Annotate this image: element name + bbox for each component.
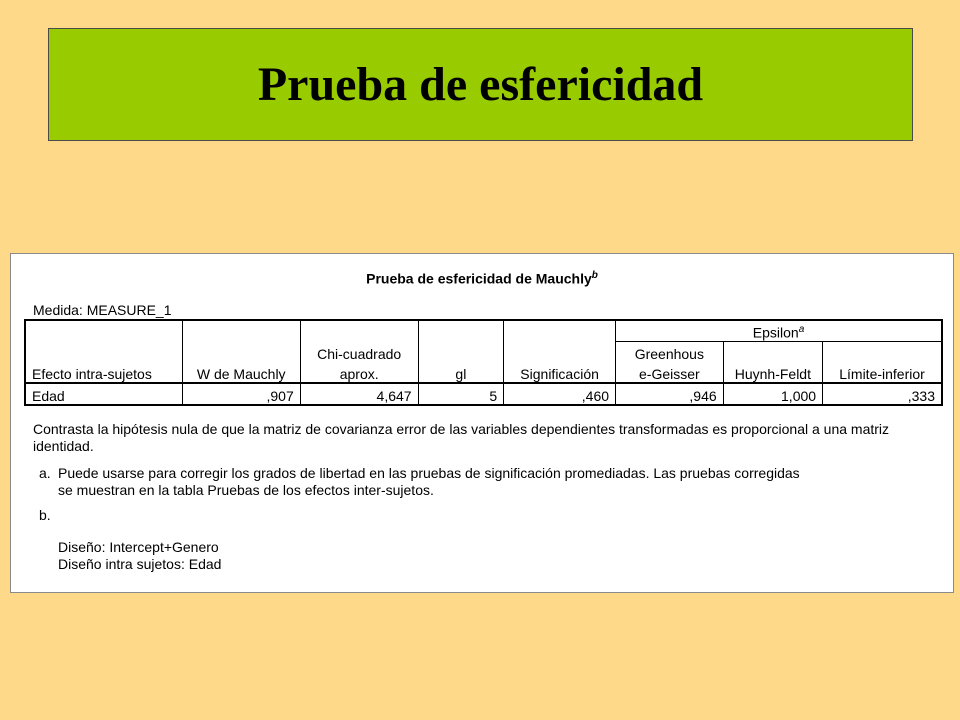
mauchly-table xyxy=(24,319,943,406)
header-row-bottom xyxy=(25,362,942,383)
col-header-gg-line1: Greenhous xyxy=(616,342,724,363)
col-header-chi-line1: Chi-cuadrado xyxy=(300,342,418,363)
footnote-null-hypothesis: Contrasta la hipótesis nula de que la matriz de covarianza error de las variables dependientes transformadas es proporcional a una matriz identidad. xyxy=(33,421,890,454)
table-title-footnote-marker: b xyxy=(591,270,598,281)
epsilon-footnote-marker: a xyxy=(798,324,805,336)
col-header-gg-line2: e-Geisser xyxy=(616,362,724,383)
header-blank-cell xyxy=(300,320,418,342)
footnote-b-design xyxy=(39,539,943,573)
col-header-hf: Huynh-Feldt xyxy=(723,362,822,383)
table-title-text: Prueba de esfericidad de Mauchly xyxy=(366,270,592,287)
footnote-a-line1: Puede usarse para corregir los grados de libertad en las pruebas de significación promediadas. Las pruebas corregidas xyxy=(58,465,800,481)
cell-gl: 5 xyxy=(418,383,504,405)
cell-gg: ,946 xyxy=(616,383,724,405)
header-blank-cell xyxy=(723,342,822,363)
measure-label: Medida: MEASURE_1 xyxy=(33,302,172,318)
col-header-lb: Límite-inferior xyxy=(823,362,942,383)
slide-title: Prueba de esfericidad xyxy=(257,58,704,111)
cell-lb: ,333 xyxy=(823,383,942,405)
table-title xyxy=(11,270,953,287)
epsilon-label: Epsilon xyxy=(752,325,799,341)
footnote-a-text xyxy=(58,465,800,499)
table-row xyxy=(25,383,942,405)
footnotes xyxy=(33,421,943,573)
design-within: Diseño intra sujetos: Edad xyxy=(58,556,222,572)
epsilon-header xyxy=(616,320,942,342)
col-header-gl: gl xyxy=(418,362,504,383)
col-header-sig: Significación xyxy=(504,362,616,383)
header-blank-cell xyxy=(182,320,300,342)
header-blank-cell xyxy=(504,320,616,342)
footnote-a-letter: a. xyxy=(39,465,51,481)
footnote-b xyxy=(33,507,943,573)
header-blank-cell xyxy=(25,320,182,342)
cell-w: ,907 xyxy=(182,383,300,405)
header-blank-cell xyxy=(418,320,504,342)
header-blank-cell xyxy=(418,342,504,363)
header-row-middle xyxy=(25,342,942,363)
design-between: Diseño: Intercept+Genero xyxy=(58,539,219,555)
header-blank-cell xyxy=(504,342,616,363)
col-header-chi-line2: aprox. xyxy=(300,362,418,383)
spss-output-panel xyxy=(10,253,954,593)
cell-effect: Edad xyxy=(32,388,65,404)
cell-chi: 4,647 xyxy=(300,383,418,405)
cell-sig: ,460 xyxy=(504,383,616,405)
footnote-a-line2: se muestran en la tabla Pruebas de los efectos inter-sujetos. xyxy=(58,482,434,498)
col-header-w: W de Mauchly xyxy=(182,362,300,383)
header-blank-cell xyxy=(823,342,942,363)
footnote-a xyxy=(33,465,943,499)
header-row-top xyxy=(25,320,942,342)
cell-hf: 1,000 xyxy=(723,383,822,405)
footnote-b-letter: b. xyxy=(39,507,51,523)
title-banner xyxy=(48,28,913,141)
col-header-effect: Efecto intra-sujetos xyxy=(25,362,182,383)
header-blank-cell xyxy=(182,342,300,363)
header-blank-cell xyxy=(25,342,182,363)
